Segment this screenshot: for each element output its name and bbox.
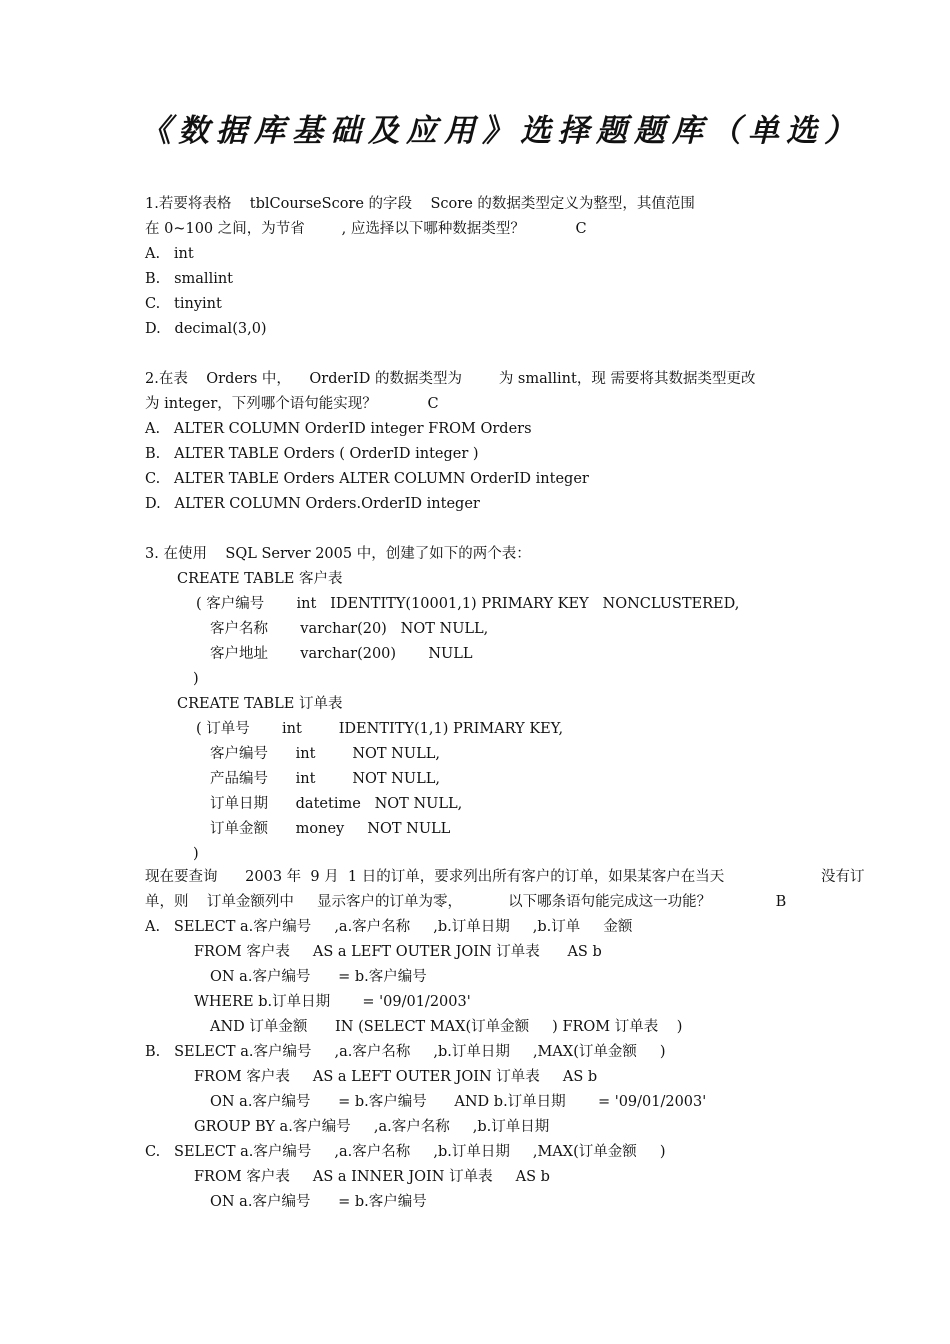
text-line: 2.在表 Orders 中， OrderID 的数据类型为 为 smallint，现 需要将其数据类型更改 (145, 371, 756, 387)
text-line: CREATE TABLE 订单表 (177, 696, 343, 712)
text-line: B. SELECT a.客户编号 ,a.客户名称 ,b.订单日期 ,MAX(订单金额 ) (145, 1044, 666, 1060)
text-line: 订单日期 datetime NOT NULL, (210, 796, 463, 812)
text-line: ON a.客户编号 = b.客户编号 (210, 969, 427, 985)
text-line: B. ALTER TABLE Orders ( OrderID integer ) (145, 446, 479, 462)
text-line: C. tinyint (145, 296, 222, 312)
text-line: AND 订单金额 IN (SELECT MAX(订单金额 ) FROM 订单表 ) (210, 1019, 683, 1035)
text-line: 客户地址 varchar(200) NULL (210, 646, 473, 662)
text-line: CREATE TABLE 客户表 (177, 571, 343, 587)
text-line: 订单金额 money NOT NULL (210, 821, 451, 837)
text-line: FROM 客户表 AS a INNER JOIN 订单表 AS b (194, 1169, 550, 1185)
text-line: 产品编号 int NOT NULL, (210, 771, 440, 787)
text-line: ( 客户编号 int IDENTITY(10001,1) PRIMARY KEY NONCLUSTERED, (196, 596, 740, 612)
text-line: C. SELECT a.客户编号 ,a.客户名称 ,b.订单日期 ,MAX(订单金额 ) (145, 1144, 666, 1160)
text-line: 现在要查询 2003 年 9 月 1 日的订单，要求列出所有客户的订单，如果某客户在当天 没有订 (145, 869, 865, 885)
text-line: 客户名称 varchar(20) NOT NULL, (210, 621, 489, 637)
text-line: D. decimal(3,0) (145, 321, 267, 337)
text-line: B. smallint (145, 271, 234, 287)
text-line: GROUP BY a.客户编号 ,a.客户名称 ,b.订单日期 (194, 1119, 550, 1135)
text-line: 3. 在使用 SQL Server 2005 中，创建了如下的两个表： (145, 546, 531, 562)
text-line: 客户编号 int NOT NULL, (210, 746, 440, 762)
text-line: C. ALTER TABLE Orders ALTER COLUMN OrderID integer (145, 471, 589, 487)
text-line: ( 订单号 int IDENTITY(1,1) PRIMARY KEY, (196, 721, 564, 737)
text-line: A. int (145, 246, 194, 262)
text-line: 单，则 订单金额列中 显示客户的订单为零， 以下哪条语句能完成这一功能？ B (145, 894, 787, 910)
text-line: FROM 客户表 AS a LEFT OUTER JOIN 订单表 AS b (194, 1069, 598, 1085)
text-line: ON a.客户编号 = b.客户编号 (210, 1194, 427, 1210)
text-line: WHERE b.订单日期 = '09/01/2003' (194, 994, 471, 1010)
text-line: ON a.客户编号 = b.客户编号 AND b.订单日期 = '09/01/2003' (210, 1094, 707, 1110)
text-line: FROM 客户表 AS a LEFT OUTER JOIN 订单表 AS b (194, 944, 602, 960)
text-line: 为 integer，下列哪个语句能实现？ C (145, 396, 439, 412)
text-line: 在 0~100 之间，为节省 , 应选择以下哪种数据类型？ C (145, 221, 587, 237)
text-line: ) (193, 671, 199, 687)
text-line: A. SELECT a.客户编号 ,a.客户名称 ,b.订单日期 ,b.订单 金额 (145, 919, 633, 935)
document-title: 《数据库基础及应用》选择题题库（单选） (140, 113, 862, 149)
text-line: D. ALTER COLUMN Orders.OrderID integer (145, 496, 480, 512)
text-line: 1.若要将表格 tblCourseScore 的字段 Score 的数据类型定义为整型，其值范围 (145, 196, 695, 212)
text-line: ) (193, 846, 199, 862)
text-line: A. ALTER COLUMN OrderID integer FROM Orders (145, 421, 532, 437)
